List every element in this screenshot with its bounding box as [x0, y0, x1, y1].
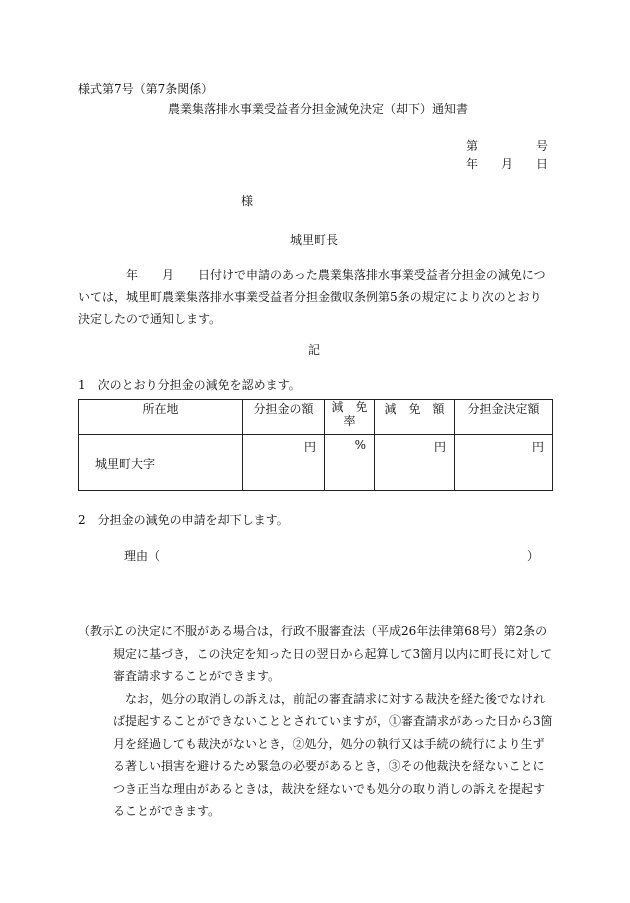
header-location: 所在地 — [79, 400, 243, 435]
issuer-name: 城里町長 — [290, 233, 339, 247]
location-value: 城里町大字 — [95, 457, 156, 471]
header-rate-line2: 率 — [343, 414, 356, 428]
date-month: 月 — [501, 157, 514, 171]
item2-text: 2 分担金の減免の申請を却下します。 — [78, 513, 289, 527]
kyoji-body — [113, 620, 553, 823]
item1-text: 1 次のとおり分担金の減免を認めます。 — [78, 378, 301, 392]
unit-yen: 円 — [433, 440, 446, 454]
cell-amount — [243, 435, 325, 491]
header-rate — [325, 400, 375, 435]
unit-yen: 円 — [303, 440, 316, 454]
date-year: 年 — [466, 157, 479, 171]
reduction-table — [78, 399, 553, 491]
kyoji-paragraph-2: なお，処分の取消しの訴えは，前記の審査請求に対する裁決を経た後でなければ提起することができないこととされていますが，①審査請求があった日から3箇月を経過しても裁決がないとき，②処分，処分の執行又は手続の続行により生ずる著しい損害を避けるため緊急の必要があるとき，③その他裁決を経ないことにつき正当な理由があるときは，裁決を経ないでも処分の取り消しの訴えを提起することができます。 — [113, 691, 553, 818]
cell-location — [79, 435, 243, 491]
ki-heading: 記 — [308, 343, 321, 357]
header-final-amount: 分担金決定額 — [455, 400, 553, 435]
table-header-row — [79, 400, 553, 435]
intro-paragraph: 年 月 日付けで申請のあった農業集落排水事業受益者分担金の減免については，城里町農業集落排水事業受益者分担金徴収条例第5条の規定により次のとおり決定したので通知します。 — [78, 268, 546, 326]
kyoji-paragraph-1: この決定に不服がある場合は，行政不服審査法（平成26年法律第68号）第2条の規定に基づき，この決定を知った日の翌日から起算して3箇月以内に町長に対して審査請求することができます。 — [113, 624, 553, 683]
unit-yen: 円 — [531, 440, 544, 454]
kyoji-label: （教示） — [78, 624, 127, 638]
reason-label: 理由（ — [124, 549, 161, 563]
header-amount: 分担金の額 — [243, 400, 325, 435]
date-day: 日 — [536, 157, 549, 171]
doc-number-go: 号 — [536, 139, 549, 153]
cell-reduction-amount — [375, 435, 455, 491]
table-row — [79, 435, 553, 491]
cell-final-amount — [455, 435, 553, 491]
form-number: 様式第7号（第7条関係） — [78, 82, 214, 96]
cell-rate — [325, 435, 375, 491]
unit-percent: % — [354, 438, 366, 452]
header-rate-line1: 減 免 — [331, 400, 368, 414]
doc-number-dai: 第 — [466, 139, 479, 153]
addressee-suffix: 様 — [241, 194, 254, 208]
document-title: 農業集落排水事業受益者分担金減免決定（却下）通知書 — [168, 102, 469, 116]
reason-close: ） — [527, 549, 540, 563]
header-reduction-amount: 減 免 額 — [375, 400, 455, 435]
